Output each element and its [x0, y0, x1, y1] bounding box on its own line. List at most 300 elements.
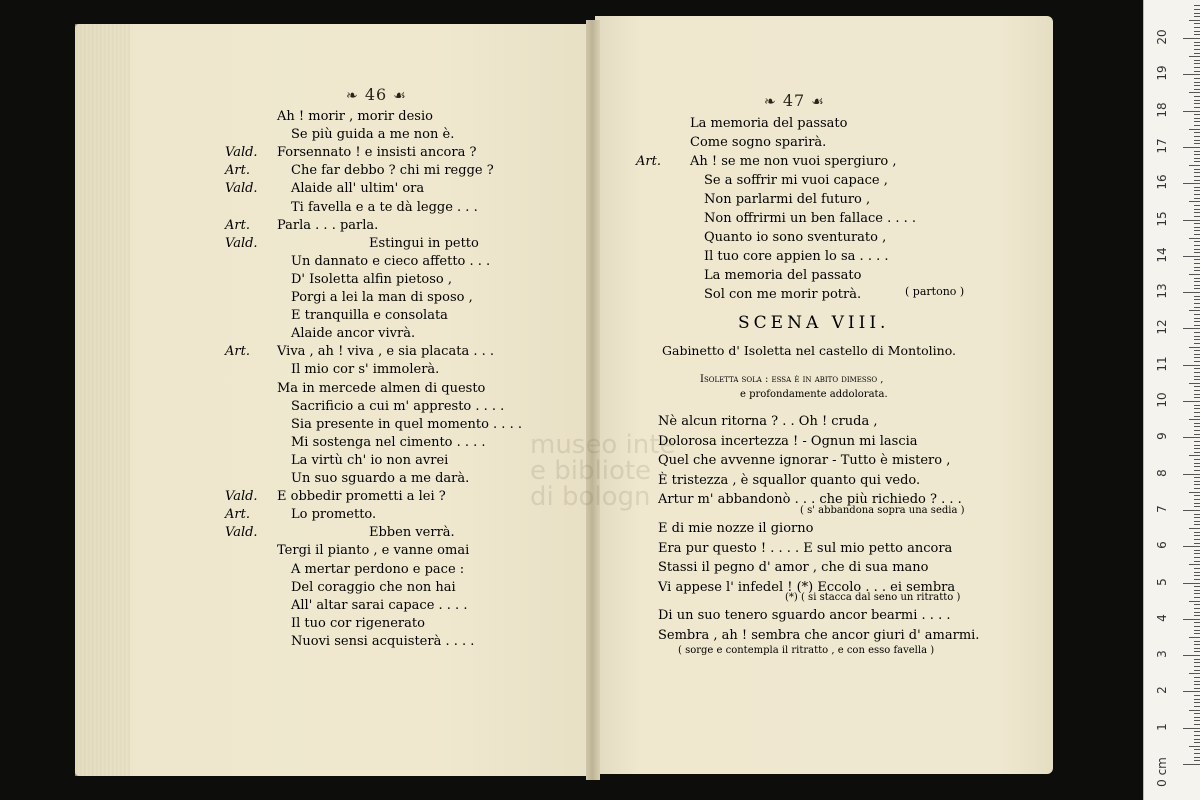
ruler-tick: [1194, 5, 1200, 6]
verse-line: Estingui in petto: [369, 235, 479, 251]
ruler-tick: [1194, 742, 1200, 743]
ruler-tick: [1194, 459, 1200, 460]
monologue-line: Nè alcun ritorna ? . . Oh ! cruda ,: [658, 414, 878, 429]
ruler-tick: [1183, 437, 1200, 438]
ruler-number: 17: [1155, 138, 1169, 154]
stage-direction-sits: ( s' abbandona sopra una sedia ): [800, 505, 965, 516]
ruler-number: 19: [1155, 65, 1169, 81]
verse-line: Ah ! se me non vuoi spergiuro ,: [690, 154, 897, 169]
ruler-tick: [1194, 187, 1200, 188]
ruler-tick: [1194, 314, 1200, 315]
ruler-tick: [1194, 430, 1200, 431]
ruler-tick: [1194, 194, 1200, 195]
ruler-tick: [1194, 506, 1200, 507]
ruler-number: 2: [1155, 686, 1169, 695]
ruler-tick: [1194, 575, 1200, 576]
watermark: [530, 432, 675, 510]
speaker-label: Art.: [225, 344, 250, 360]
ruler-number: 20: [1155, 29, 1169, 45]
speaker-label: Art.: [225, 163, 250, 179]
ornament-left-icon: ❧: [764, 94, 777, 110]
verse-line: D' Isoletta alfin pietoso ,: [291, 271, 453, 287]
verse-line: All' altar sarai capace . . . .: [291, 597, 468, 613]
ruler-tick: [1189, 201, 1200, 202]
ruler-number: 13: [1155, 283, 1169, 299]
ruler-tick: [1194, 470, 1200, 471]
verse-line: Alaide all' ultim' ora: [291, 181, 425, 197]
ruler-tick: [1194, 281, 1200, 282]
ruler-tick: [1194, 586, 1200, 587]
ruler-tick: [1183, 111, 1200, 112]
verse-line: Un dannato e cieco affetto . . .: [291, 253, 491, 269]
ruler-tick: [1194, 332, 1200, 333]
monologue-line: È tristezza , è squallor quanto qui vedo.: [658, 472, 921, 488]
ruler-tick: [1194, 739, 1200, 740]
ruler-tick: [1194, 60, 1200, 61]
ruler-tick: [1189, 564, 1200, 565]
ruler-tick: [1183, 147, 1200, 148]
ruler-tick: [1194, 543, 1200, 544]
ruler-tick: [1194, 78, 1200, 79]
ruler-tick: [1194, 103, 1200, 104]
verse-line: Porgi a lei la man di sposo ,: [291, 290, 473, 305]
ruler-tick: [1189, 20, 1200, 21]
ruler-tick: [1194, 626, 1200, 627]
ruler-tick: [1189, 129, 1200, 130]
ruler-tick: [1194, 216, 1200, 217]
ruler-tick: [1194, 118, 1200, 119]
ruler-number: 7: [1155, 505, 1169, 513]
ruler-tick: [1194, 71, 1200, 72]
ruler-tick: [1194, 180, 1200, 181]
ruler-tick: [1194, 125, 1200, 126]
ruler-tick: [1194, 49, 1200, 50]
ruler-tick: [1194, 158, 1200, 159]
ruler-tick: [1194, 245, 1200, 246]
ruler-tick: [1194, 608, 1200, 609]
verse-line: Se più guida a me non è.: [291, 127, 455, 143]
verse-line: E obbedir prometti a lei ?: [277, 489, 446, 505]
ruler-tick: [1194, 416, 1200, 417]
ruler-tick: [1194, 503, 1200, 504]
ruler-tick: [1194, 499, 1200, 500]
left-page-number: ❧ 46 ☙: [346, 85, 407, 104]
ruler-tick: [1189, 310, 1200, 311]
ruler-tick: [1194, 223, 1200, 224]
verse-line: Il tuo cor rigenerato: [291, 615, 425, 631]
verse-line: A mertar perdono e pace :: [291, 561, 465, 577]
ruler-tick: [1194, 677, 1200, 678]
ruler-tick: [1194, 524, 1200, 525]
ruler-tick: [1194, 434, 1200, 435]
ruler-tick: [1194, 760, 1200, 761]
ruler-tick: [1189, 56, 1200, 57]
verse-line: Tergi il pianto , e vanne omai: [277, 543, 470, 559]
ruler-tick: [1183, 510, 1200, 511]
ruler-tick: [1194, 463, 1200, 464]
ruler-tick: [1194, 426, 1200, 427]
verse-line: Ah ! morir , morir desio: [277, 109, 433, 124]
verse-line: Ma in mercede almen di questo: [277, 380, 486, 396]
ruler-tick: [1194, 452, 1200, 453]
speaker-label: Vald.: [225, 181, 258, 197]
right-page-number: ❧ 47 ☙: [764, 91, 825, 110]
ruler-tick: [1194, 412, 1200, 413]
verse-line: Nuovi sensi acquisterà . . . .: [291, 633, 475, 649]
ruler-tick: [1183, 292, 1200, 293]
ruler-tick: [1183, 183, 1200, 184]
ruler-tick: [1194, 85, 1200, 86]
ruler-tick: [1183, 38, 1200, 39]
ruler-tick: [1189, 165, 1200, 166]
ruler-tick: [1194, 706, 1200, 707]
ruler-tick: [1194, 45, 1200, 46]
ruler-number: 11: [1155, 356, 1169, 372]
ruler-tick: [1194, 670, 1200, 671]
ruler-tick: [1194, 42, 1200, 43]
ruler-tick: [1189, 455, 1200, 456]
ruler-tick: [1194, 249, 1200, 250]
monologue-line: Quel che avvenne ignorar - Tutto è mistero ,: [658, 453, 951, 468]
ruler-tick: [1194, 648, 1200, 649]
ruler-number: 9: [1155, 432, 1169, 441]
ruler-tick: [1189, 383, 1200, 384]
ruler-tick: [1194, 644, 1200, 645]
ruler-tick: [1183, 655, 1200, 656]
stage-direction: Isoletta sola : essa è in abito dimesso ,: [700, 374, 884, 385]
ruler-tick: [1194, 259, 1200, 260]
ruler-tick: [1194, 720, 1200, 721]
verse-line: Ti favella e a te dà legge . . .: [291, 199, 478, 215]
ruler-tick: [1194, 176, 1200, 177]
ruler-tick: [1194, 9, 1200, 10]
ruler-tick: [1194, 114, 1200, 115]
ruler-tick: [1194, 397, 1200, 398]
ruler-number: 6: [1155, 541, 1169, 550]
ruler-tick: [1194, 368, 1200, 369]
ruler-tick: [1183, 583, 1200, 584]
ruler-tick: [1194, 357, 1200, 358]
ruler-tick: [1194, 749, 1200, 750]
ruler-tick: [1194, 557, 1200, 558]
ruler-tick: [1189, 274, 1200, 275]
ruler-tick: [1189, 492, 1200, 493]
verse-line: Sol con me morir potrà.: [704, 287, 862, 302]
ruler-tick: [1194, 270, 1200, 271]
ruler-tick: [1183, 220, 1200, 221]
ruler-tick: [1189, 347, 1200, 348]
ruler-tick: [1189, 637, 1200, 638]
ruler-number: 15: [1155, 210, 1169, 227]
ruler-tick: [1183, 764, 1200, 765]
ruler-unit: 0 cm: [1155, 757, 1169, 787]
ruler-tick: [1194, 212, 1200, 213]
ruler-tick: [1194, 96, 1200, 97]
ruler-tick: [1183, 256, 1200, 257]
ruler-tick: [1194, 121, 1200, 122]
ruler-tick: [1194, 441, 1200, 442]
ruler-tick: [1194, 336, 1200, 337]
ruler-tick: [1194, 593, 1200, 594]
ruler-tick: [1194, 448, 1200, 449]
verse-line: Non parlarmi del futuro ,: [704, 192, 871, 207]
verse-line: Sacrificio a cui m' appresto . . . .: [291, 398, 505, 414]
ruler-tick: [1194, 107, 1200, 108]
ruler-tick: [1183, 74, 1200, 75]
ruler-tick: [1189, 601, 1200, 602]
speaker-label: Vald.: [225, 489, 258, 505]
ruler-tick: [1194, 209, 1200, 210]
ruler-tick: [1194, 230, 1200, 231]
ruler-tick: [1194, 372, 1200, 373]
monologue-line: Artur m' abbandonò . . . che più richiedo ? . . .: [658, 492, 962, 507]
scene-setting: Gabinetto d' Isoletta nel castello di Montolino.: [662, 343, 957, 358]
verse-line: E tranquilla e consolata: [291, 308, 448, 324]
verse-line: Lo prometto.: [291, 507, 377, 523]
ruler-tick: [1194, 318, 1200, 319]
ruler-tick: [1194, 172, 1200, 173]
ruler-tick: [1194, 136, 1200, 137]
ruler-tick: [1194, 684, 1200, 685]
monologue-line: Di un suo tenero sguardo ancor bearmi . . . .: [658, 608, 951, 623]
stage-direction: e profondamente addolorata.: [740, 389, 888, 400]
ruler-tick: [1194, 659, 1200, 660]
ruler-tick: [1194, 100, 1200, 101]
ruler-tick: [1194, 423, 1200, 424]
ruler-tick: [1194, 354, 1200, 355]
verse-line: Forsennato ! e insisti ancora ?: [277, 145, 477, 161]
ruler-tick: [1194, 285, 1200, 286]
ruler-tick: [1194, 517, 1200, 518]
ruler-tick: [1194, 514, 1200, 515]
ruler-tick: [1194, 325, 1200, 326]
ruler-tick: [1194, 376, 1200, 377]
ruler-tick: [1194, 89, 1200, 90]
ruler-tick: [1194, 23, 1200, 24]
ruler-tick: [1194, 405, 1200, 406]
ruler-tick: [1194, 466, 1200, 467]
ruler-tick: [1194, 408, 1200, 409]
monologue-line: E di mie nozze il giorno: [658, 521, 814, 536]
ruler-tick: [1194, 579, 1200, 580]
watermark-line: di bologn: [530, 482, 651, 512]
watermark-line: e bibliote: [530, 456, 652, 486]
verse-line: Parla . . . parla.: [277, 217, 379, 233]
ruler-tick: [1194, 299, 1200, 300]
ruler-tick: [1194, 132, 1200, 133]
speaker-label: Art.: [225, 217, 250, 233]
ruler-tick: [1194, 681, 1200, 682]
ruler-tick: [1194, 390, 1200, 391]
ruler-tick: [1194, 227, 1200, 228]
ruler-tick: [1189, 238, 1200, 239]
verse-line: Se a soffrir mi vuoi capace ,: [704, 173, 888, 188]
ornament-right-icon: ☙: [811, 94, 825, 110]
speaker-label: Vald.: [225, 145, 258, 161]
ruler-tick: [1194, 296, 1200, 297]
ruler-tick: [1194, 630, 1200, 631]
ruler-tick: [1194, 484, 1200, 485]
ruler-number: 3: [1155, 650, 1169, 658]
ruler-tick: [1194, 753, 1200, 754]
ruler-tick: [1194, 339, 1200, 340]
ruler-tick: [1194, 63, 1200, 64]
ruler-tick: [1183, 328, 1200, 329]
ruler-tick: [1194, 731, 1200, 732]
verse-line: Che far debbo ? chi mi regge ?: [291, 163, 494, 179]
ruler-tick: [1194, 539, 1200, 540]
verse-line: Un suo sguardo a me darà.: [291, 471, 470, 486]
ruler-tick: [1194, 713, 1200, 714]
verse-line: Del coraggio che non hai: [291, 579, 456, 595]
page-stack-edge: [75, 24, 130, 776]
measurement-ruler: [1143, 0, 1200, 800]
verse-line: Quanto io sono sventurato ,: [704, 230, 887, 245]
ruler-tick: [1194, 651, 1200, 652]
ruler-number: 5: [1155, 577, 1169, 586]
ruler-tick: [1194, 724, 1200, 725]
ruler-tick: [1194, 151, 1200, 152]
ruler-tick: [1194, 154, 1200, 155]
ruler-number: 10: [1155, 392, 1169, 408]
ruler-tick: [1194, 615, 1200, 616]
ruler-tick: [1194, 82, 1200, 83]
ruler-tick: [1194, 263, 1200, 264]
ruler-tick: [1183, 546, 1200, 547]
ruler-tick: [1194, 561, 1200, 562]
ruler-tick: [1194, 757, 1200, 758]
ruler-tick: [1189, 746, 1200, 747]
ruler-tick: [1194, 379, 1200, 380]
ruler-tick: [1194, 27, 1200, 28]
ruler-tick: [1194, 53, 1200, 54]
ruler-number: 14: [1155, 247, 1169, 263]
ruler-number: 1: [1155, 722, 1169, 731]
ruler-tick: [1183, 728, 1200, 729]
stage-direction-final: ( sorge e contempla il ritratto , e con esso favella ): [678, 645, 935, 656]
stage-direction-exit: ( partono ): [905, 285, 965, 298]
ruler-tick: [1194, 495, 1200, 496]
monologue-line: Vi appese l' infedel ! (*) Eccolo . . . ei sembra: [658, 579, 956, 595]
ruler-tick: [1194, 568, 1200, 569]
monologue-line: Stassi il pegno d' amor , che di sua mano: [658, 560, 929, 575]
ruler-tick: [1194, 445, 1200, 446]
ruler-tick: [1194, 641, 1200, 642]
ruler-tick: [1194, 702, 1200, 703]
speaker-label: Art.: [225, 507, 250, 523]
verse-line: Ebben verrà.: [369, 525, 455, 541]
verse-line: Il tuo core appien lo sa . . . .: [704, 249, 889, 264]
ruler-tick: [1183, 401, 1200, 402]
ruler-number: 4: [1155, 613, 1169, 622]
ruler-tick: [1194, 477, 1200, 478]
monologue-line: Sembra , ah ! sembra che ancor giuri d' amarmi.: [658, 627, 980, 643]
verse-line: Alaide ancor vivrà.: [291, 326, 416, 342]
ruler-tick: [1194, 633, 1200, 634]
ruler-tick: [1194, 343, 1200, 344]
ruler-tick: [1194, 622, 1200, 623]
ruler-number: 16: [1155, 174, 1169, 190]
ruler-tick: [1194, 350, 1200, 351]
ruler-number: 12: [1155, 319, 1169, 336]
ruler-tick: [1189, 419, 1200, 420]
verse-line: La memoria del passato: [704, 268, 862, 283]
ruler-tick: [1194, 13, 1200, 14]
scene-title: SCENA VIII.: [738, 313, 890, 333]
ruler-tick: [1194, 288, 1200, 289]
ruler-tick: [1189, 528, 1200, 529]
ruler-tick: [1194, 307, 1200, 308]
ruler-tick: [1194, 31, 1200, 32]
verse-line: Viva , ah ! viva , e sia placata . . .: [277, 344, 494, 360]
ruler-tick: [1194, 666, 1200, 667]
verse-line: Il mio cor s' immolerà.: [291, 362, 440, 378]
ruler-tick: [1194, 481, 1200, 482]
ruler-tick: [1194, 550, 1200, 551]
ruler-tick: [1194, 321, 1200, 322]
ruler-tick: [1183, 691, 1200, 692]
ruler-tick: [1194, 169, 1200, 170]
ruler-number: 8: [1155, 468, 1169, 477]
ruler-tick: [1194, 572, 1200, 573]
ruler-tick: [1194, 662, 1200, 663]
ruler-tick: [1194, 143, 1200, 144]
verse-line: Come sogno sparirà.: [690, 135, 827, 150]
ruler-tick: [1194, 252, 1200, 253]
ruler-tick: [1183, 365, 1200, 366]
ruler-tick: [1194, 688, 1200, 689]
ruler-tick: [1194, 394, 1200, 395]
monologue-line: Dolorosa incertezza ! - Ognun mi lascia: [658, 433, 918, 449]
ruler-tick: [1183, 619, 1200, 620]
verse-line: Non offrirmi un ben fallace . . . .: [704, 211, 917, 226]
ruler-tick: [1194, 695, 1200, 696]
ruler-tick: [1194, 241, 1200, 242]
ruler-tick: [1194, 521, 1200, 522]
verse-line: Sia presente in quel momento . . . .: [291, 416, 522, 432]
ruler-tick: [1183, 474, 1200, 475]
ruler-tick: [1194, 535, 1200, 536]
ruler-tick: [1194, 198, 1200, 199]
ruler-tick: [1194, 303, 1200, 304]
verse-line: La memoria del passato: [690, 116, 848, 131]
speaker-label: Art.: [636, 154, 661, 169]
ruler-tick: [1194, 16, 1200, 17]
watermark-line: museo inte: [530, 430, 676, 460]
verse-line: La virtù ch' io non avrei: [291, 452, 449, 468]
ruler-tick: [1194, 267, 1200, 268]
ruler-tick: [1194, 140, 1200, 141]
ruler-tick: [1194, 553, 1200, 554]
ruler-tick: [1194, 234, 1200, 235]
ruler-tick: [1194, 34, 1200, 35]
ruler-tick: [1194, 386, 1200, 387]
ruler-tick: [1194, 612, 1200, 613]
ruler-tick: [1194, 205, 1200, 206]
stage-direction-portrait: (*) ( si stacca dal seno un ritratto ): [785, 592, 961, 603]
ornament-left-icon: ❧: [346, 88, 359, 104]
ruler-tick: [1194, 67, 1200, 68]
ruler-tick: [1194, 699, 1200, 700]
speaker-label: Vald.: [225, 235, 258, 251]
ruler-tick: [1189, 92, 1200, 93]
verse-line: Mi sostenga nel cimento . . . .: [291, 434, 486, 450]
ruler-tick: [1194, 278, 1200, 279]
ruler-tick: [1194, 604, 1200, 605]
ruler-tick: [1194, 190, 1200, 191]
ruler-tick: [1194, 361, 1200, 362]
ruler-tick: [1194, 488, 1200, 489]
